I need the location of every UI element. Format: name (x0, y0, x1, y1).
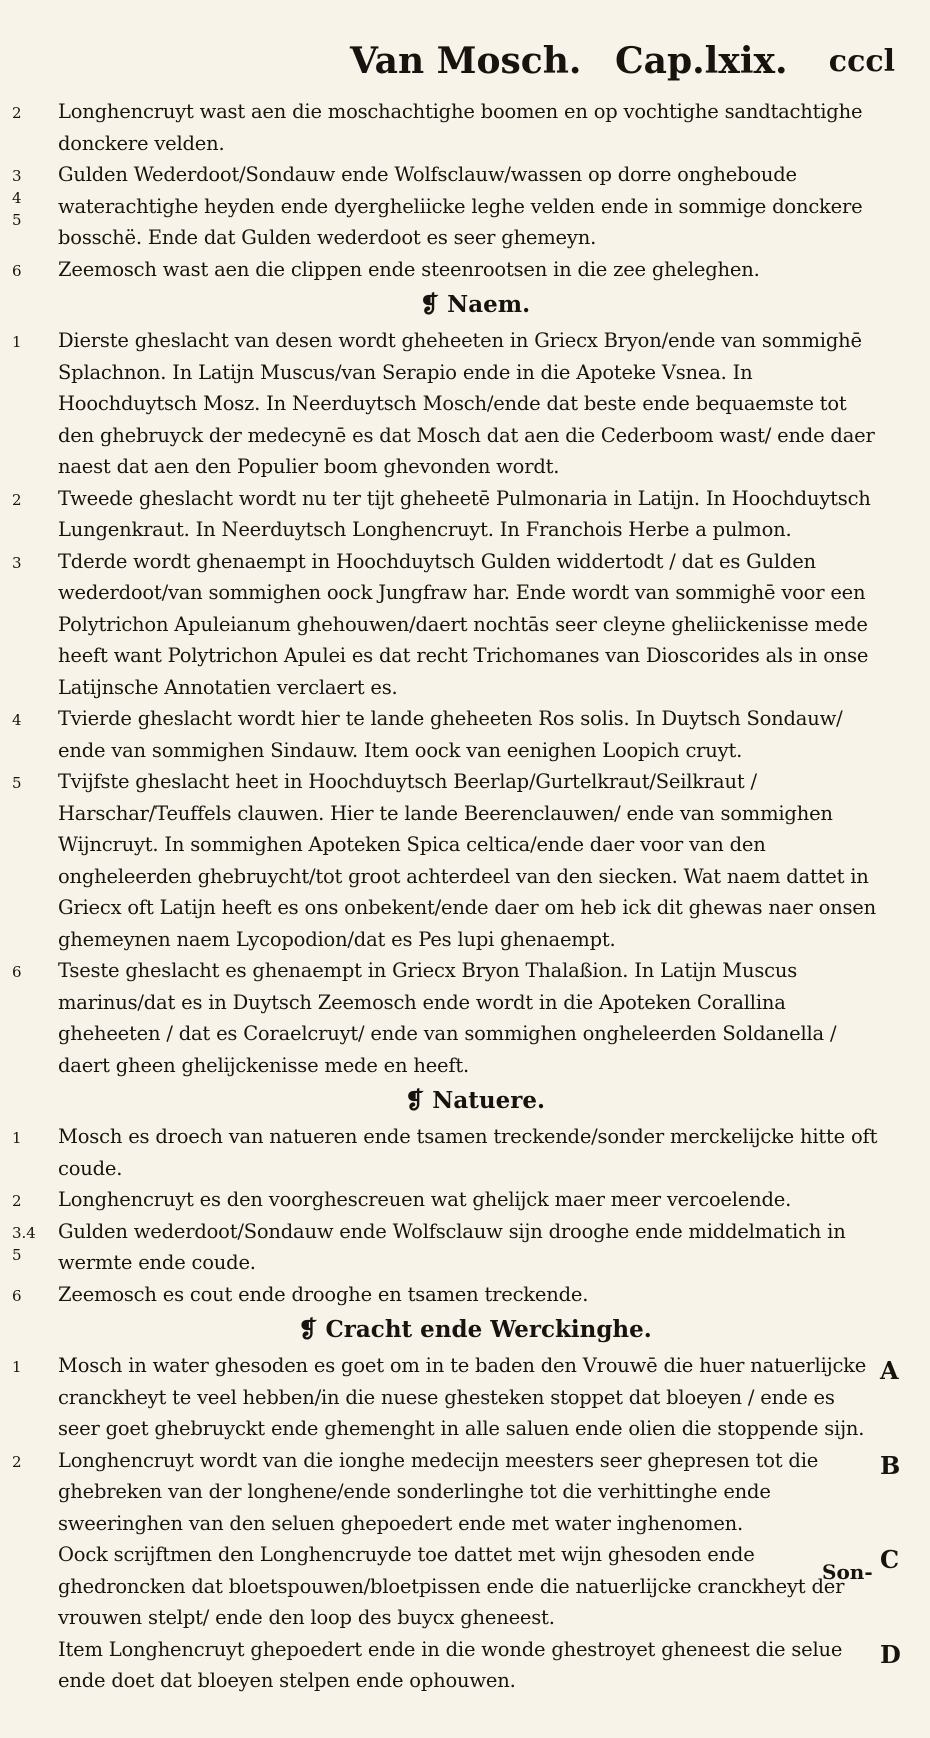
margin-number: 3 4 5 (12, 167, 22, 229)
paragraph-row (0, 546, 930, 704)
paragraph-row (0, 1350, 930, 1445)
paragraph-row (0, 1121, 930, 1184)
margin-number: 1 (12, 333, 22, 351)
paragraph-row (0, 766, 930, 955)
margin-number: 1 (12, 1129, 22, 1147)
margin-number: 6 (12, 1286, 22, 1305)
margin-letter: A (880, 1356, 899, 1385)
paragraph-text: Gulden Wederdoot/Sondauw ende Wolfsclauw/wassen op dorre ongheboude waterachtighe heyden ende dyergheliicke leghe velden ende in sommige donckere bosschë. Ende dat Gulden wederdoot es seer ghemeyn. (58, 163, 863, 249)
section-heading: ❡ Naem. (419, 291, 531, 318)
paragraph-text: Dierste gheslacht van desen wordt gheheeten in Griecx Bryon/ende van sommighē Splachnon. In Latijn Muscus/van Serapio ende in die Apoteke Vsnea. In Hoochduytsch Mosz. In Neerduytsch Mosch/ende dat beste ende bequaemste tot den ghebruyck der medecynē es dat Mosch dat aen die Cederboom wast/ ende daer naest dat aen den Populier boom ghevonden wordt. (58, 329, 875, 478)
paragraph-text: Tvijfste gheslacht heet in Hoochduytsch Beerlap/Gurtelkraut/Seilkraut / Harschar/Teuffels clauwen. Hier te lande Beerenclauwen/ ende van sommighen Wijncruyt. In sommighen Apoteken Spica celtica/ende daer voor van den ongheleerden ghebruycht/tot groot achterdeel van den siecken. Wat naem dattet in Griecx oft Latijn heeft es ons onbekent/ende daer om heb ick dit ghewas naer onsen ghemeynen naem Lycopodion/dat es Pes lupi ghenaempt. (58, 770, 876, 951)
paragraph-text: Mosch es droech van natueren ende tsamen treckende/sonder merckelijcke hitte oft coude. (58, 1125, 878, 1180)
paragraph-text: Longhencruyt wordt van die ionghe medecijn meesters seer ghepresen tot die ghebreken van der longhene/ende sonderlinghe tot die verhittinghe ende sweeringhen van den seluen ghepoedert ende met water inghenomen. (58, 1448, 819, 1535)
margin-number: 2 (12, 104, 22, 122)
paragraph-row (0, 703, 930, 766)
margin-number: 6 (12, 963, 22, 981)
paragraph-row (0, 1445, 930, 1540)
paragraph-row (0, 483, 930, 546)
margin-number: 2 (12, 490, 22, 509)
paragraph-text: Oock scrijftmen den Longhencruyde toe dattet met wijn ghesoden ende ghedroncken dat bloetspouwen/bloetpissen ende die natuerlijcke cranckheyt der vrouwen stelpt/ ende den loop des buycx gheneest. (58, 1543, 845, 1629)
header-chapter: Cap.lxix. (615, 40, 788, 82)
paragraph-text: Gulden wederdoot/Sondauw ende Wolfsclauw sijn drooghe ende middelmatich in wermte ende coude. (58, 1219, 846, 1274)
paragraph-text: Longhencruyt wast aen die moschachtighe boomen en op vochtighe sandtachtighe donckere velden. (58, 100, 863, 155)
paragraph-row (0, 1634, 930, 1697)
page-body (0, 96, 930, 1697)
section-heading: ❡ Natuere. (405, 1087, 545, 1114)
paragraph-row (0, 955, 930, 1081)
margin-letter: D (880, 1639, 901, 1669)
header-title: Van Mosch. (350, 40, 582, 82)
margin-number: 1 (12, 1358, 22, 1376)
paragraph-row (0, 1184, 930, 1216)
paragraph-row (0, 1216, 930, 1279)
paragraph-row (0, 96, 930, 159)
margin-number: 3 (12, 553, 22, 572)
running-header (350, 40, 895, 90)
paragraph-text: Item Longhencruyt ghepoedert ende in die wonde ghestroyet gheneest die selue ende doet dat bloeyen stelpen ende ophouwen. (58, 1637, 843, 1692)
header-folio: cccl (828, 44, 895, 79)
paragraph-text: Longhencruyt es den voorghescreuen wat ghelijck maer meer vercoelende. (58, 1188, 792, 1211)
paragraph-row (0, 254, 930, 286)
paragraph-row (0, 325, 930, 483)
paragraph-text: Tseste gheslacht es ghenaempt in Griecx Bryon Thalaßion. In Latijn Muscus marinus/dat es in Duytsch Zeemosch ende wordt in die Apoteken Corallina gheheeten / dat es Coraelcruyt/ ende van sommighen ongheleerden Soldanella / daert gheen ghelijckenisse mede en heeft. (58, 959, 837, 1077)
margin-number: 2 (12, 1452, 22, 1471)
paragraph-text: Zeemosch es cout ende drooghe en tsamen treckende. (58, 1282, 589, 1306)
paragraph-row (0, 159, 930, 254)
margin-letter: C (880, 1545, 900, 1574)
paragraph-row (0, 1539, 930, 1634)
margin-letter: B (880, 1450, 901, 1480)
paragraph-text: Tderde wordt ghenaempt in Hoochduytsch Gulden widdertodt / dat es Gulden wederdoot/van sommighen oock Jungfraw har. Ende wordt van sommighē voor een Polytrichon Apuleianum ghehouwen/daert nochtās seer cleyne gheliickenisse mede heeft want Polytrichon Apulei es dat recht Trichomanes van Dioscorides als in onse Latijnsche Annotatien verclaert es. (58, 549, 869, 699)
paragraph-text: Mosch in water ghesoden es goet om in te baden den Vrouwē die huer natuerlijcke cranckheyt te veel hebben/in die nuese ghesteken stoppet dat bloeyen / ende es seer goet ghebruyckt ende ghemenght in alle saluen ende olien die stoppende sijn. (58, 1354, 867, 1440)
margin-number: 6 (12, 261, 22, 280)
margin-number: 3.4 5 (12, 1223, 36, 1264)
section-heading: ❡ Cracht ende Werckinghe. (298, 1316, 652, 1343)
margin-number: 2 (12, 1192, 22, 1210)
margin-number: 5 (12, 774, 22, 792)
paragraph-row (0, 1279, 930, 1311)
paragraph-text: Zeemosch wast aen die clippen ende steenrootsen in die zee gheleghen. (58, 257, 760, 281)
paragraph-text: Tweede gheslacht wordt nu ter tijt gheheetē Pulmonaria in Latijn. In Hoochduytsch Lungenkraut. In Neerduytsch Longhencruyt. In Franchois Herbe a pulmon. (58, 486, 871, 541)
margin-number: 4 (12, 711, 22, 729)
catchword: Son- (822, 1560, 873, 1584)
paragraph-text: Tvierde gheslacht wordt hier te lande gheheeten Ros solis. In Duytsch Sondauw/ ende van sommighen Sindauw. Item oock van eenighen Loopich cruyt. (58, 707, 843, 762)
